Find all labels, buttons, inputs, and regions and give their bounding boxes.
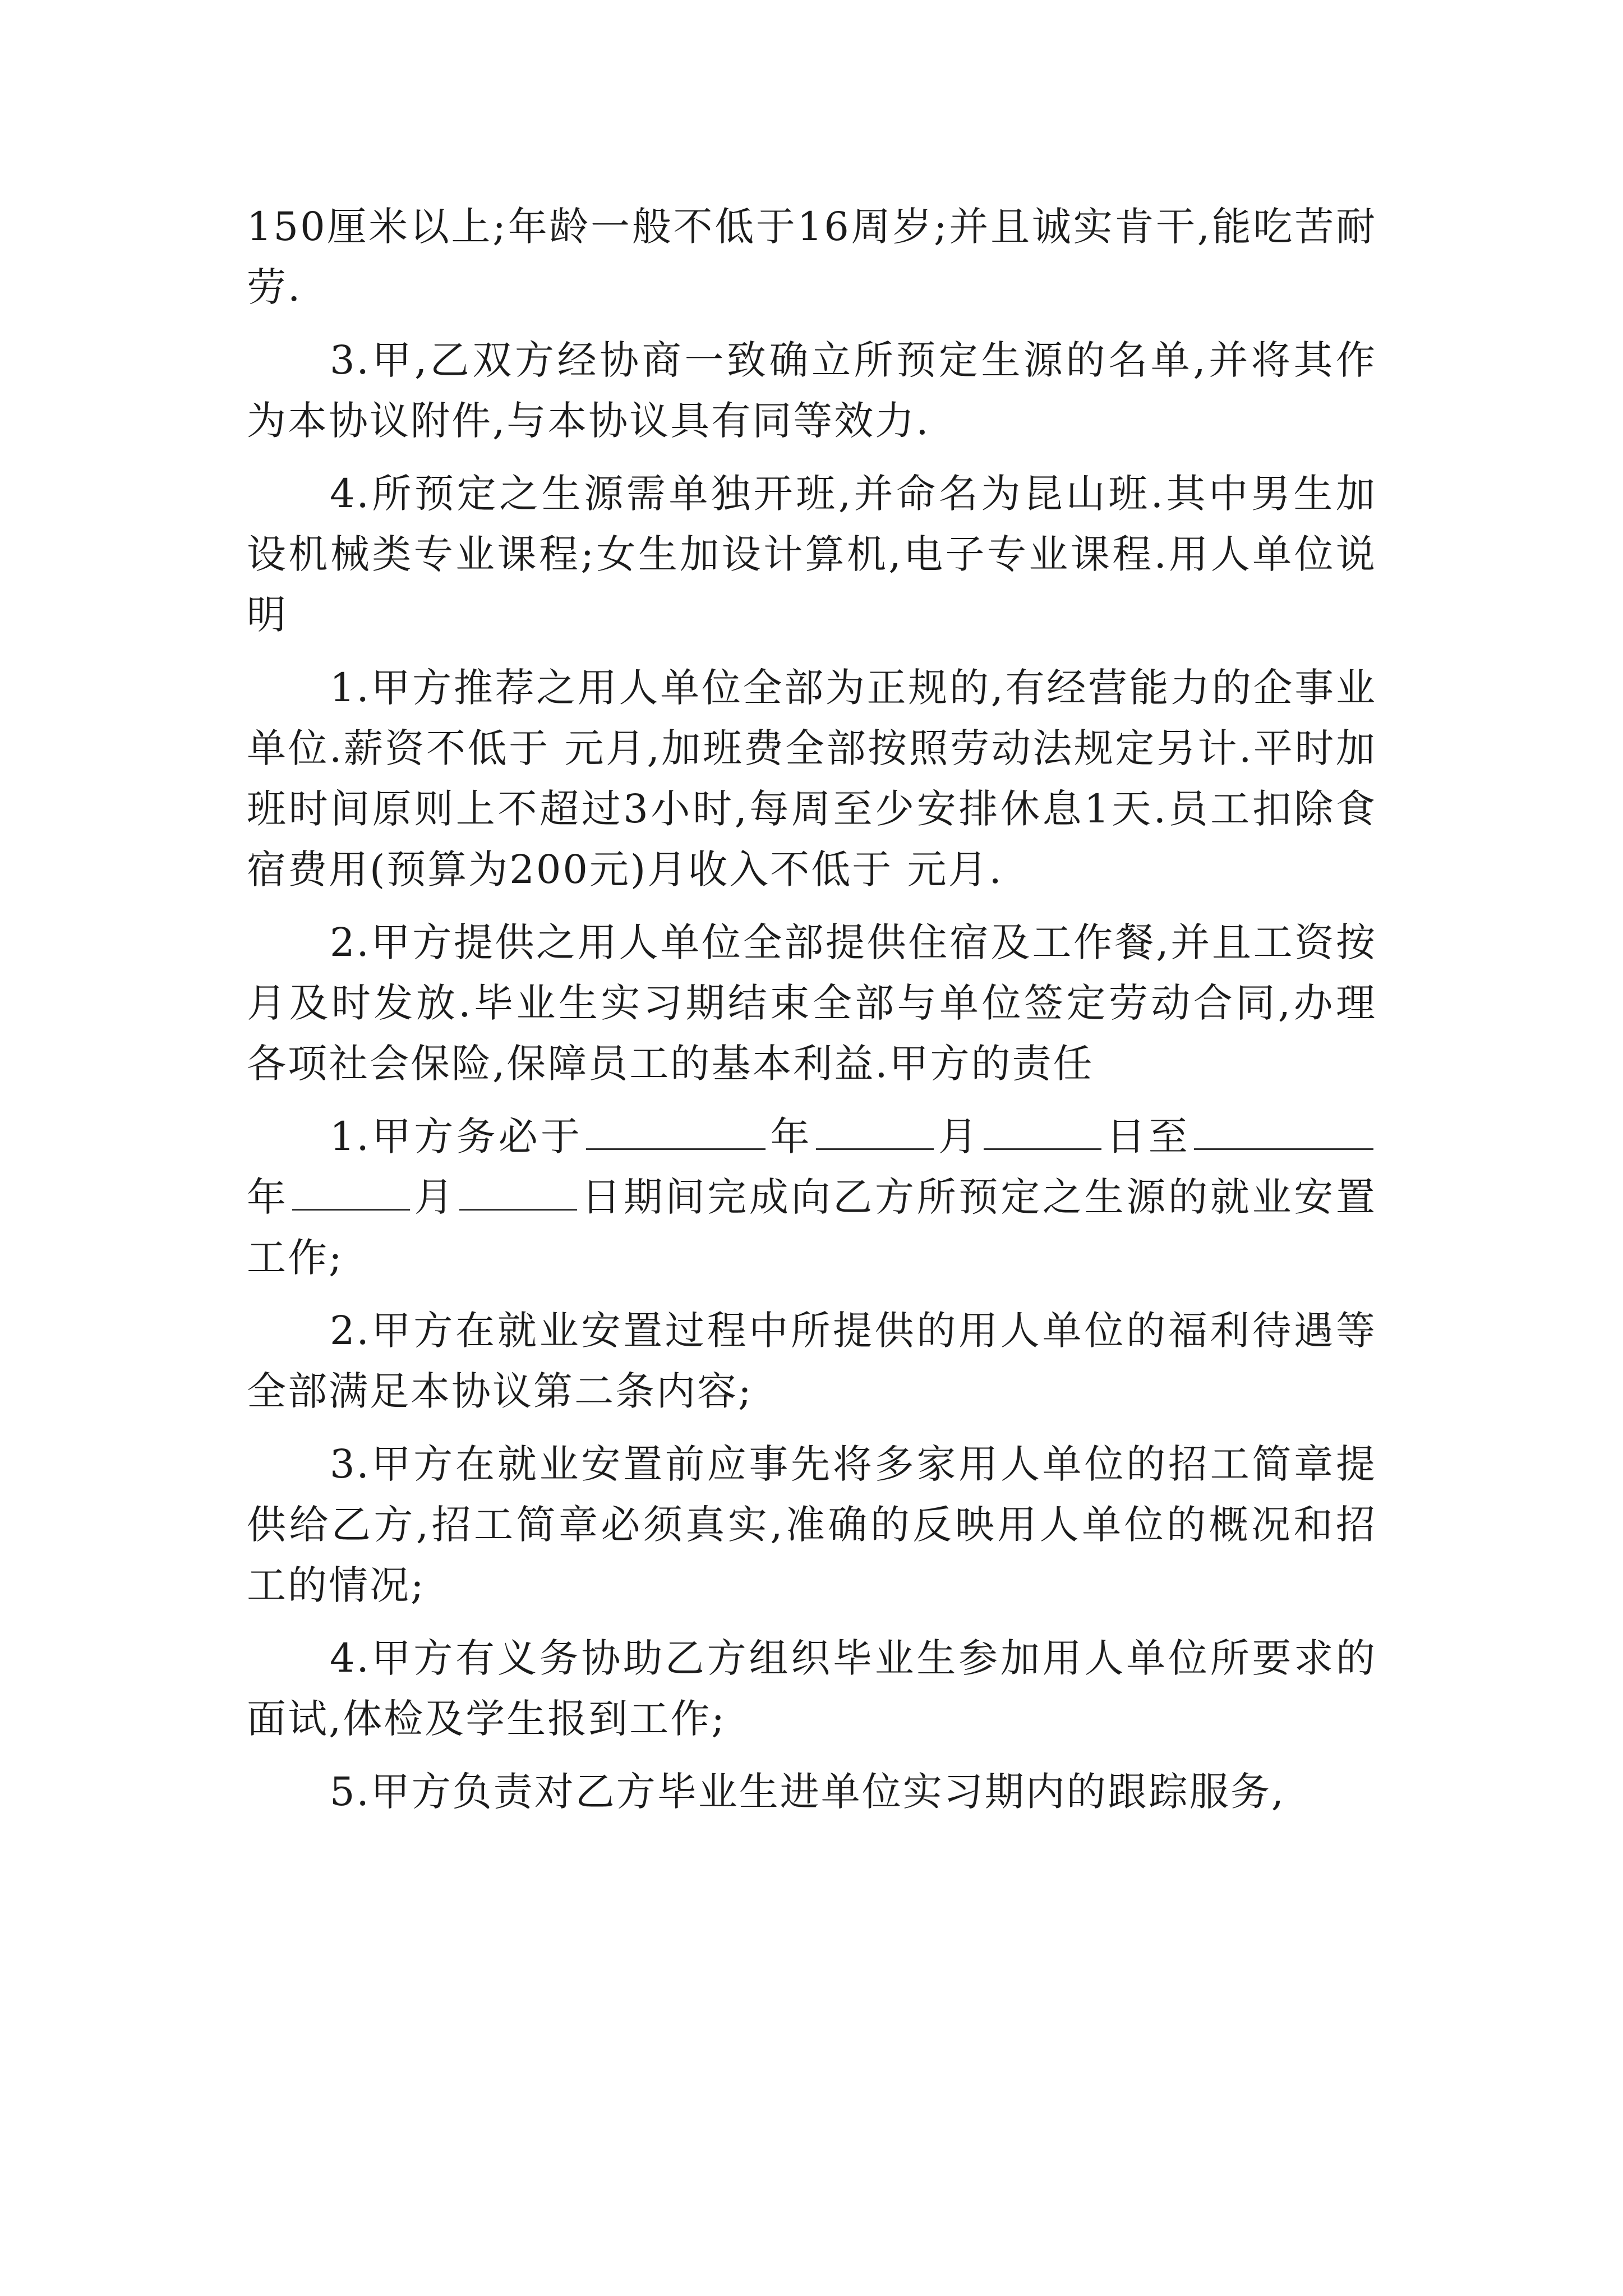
- date-clause-month2: 月: [413, 1174, 457, 1220]
- document-page: [247, 196, 1377, 1834]
- paragraph-date-clause: [247, 1106, 1377, 1288]
- day-blank-2: [459, 1174, 577, 1211]
- paragraph-duty-2: 2.甲方在就业安置过程中所提供的用人单位的福利待遇等全部满足本协议第二条内容;: [247, 1308, 1377, 1414]
- paragraph-item-3: 3.甲,乙双方经协商一致确立所预定生源的名单,并将其作为本协议附件,与本协议具有同等效力.: [247, 337, 1377, 444]
- paragraph-employer-item-2: 2.甲方提供之用人单位全部提供住宿及工作餐,并且工资按月及时发放.毕业生实习期结束全部与单位签定劳动合同,办理各项社会保险,保障员工的基本利益.甲方的责任: [247, 919, 1377, 1087]
- paragraph-employer-item-1: 1.甲方推荐之用人单位全部为正规的,有经营能力的企事业单位.薪资不低于 元月,加班费全部按照劳动法规定另计.平时加班时间原则上不超过3小时,每周至少安排休息1天.员工扣除食宿费用(预算为200元)月收入不低于 元月.: [247, 665, 1377, 892]
- paragraph-item-4: 4.所预定之生源需单独开班,并命名为昆山班.其中男生加设机械类专业课程;女生加设计算机,电子专业课程.用人单位说明: [247, 471, 1377, 638]
- date-clause-day1: 日至: [1105, 1114, 1191, 1159]
- paragraph-duty-4: 4.甲方有义务协助乙方组织毕业生参加用人单位所要求的面试,体检及学生报到工作;: [247, 1635, 1377, 1742]
- month-blank-1: [816, 1114, 934, 1150]
- paragraph-duty-3: 3.甲方在就业安置前应事先将多家用人单位的招工简章提供给乙方,招工简章必须真实,准确的反映用人单位的概况和招工的情况;: [247, 1441, 1377, 1608]
- year-blank-1: [586, 1114, 766, 1150]
- date-clause-prefix: 1.甲方务必于: [330, 1114, 583, 1159]
- year-blank-2: [1194, 1114, 1373, 1150]
- paragraph-duty-5: 5.甲方负责对乙方毕业生进单位实习期内的跟踪服务,: [330, 1769, 1286, 1815]
- date-clause-year1: 年: [769, 1114, 813, 1159]
- date-clause-month1: 月: [937, 1114, 981, 1159]
- date-clause-year2: 年: [247, 1174, 289, 1220]
- paragraph-continuation: 150厘米以上;年龄一般不低于16周岁;并且诚实肯干,能吃苦耐劳.: [247, 204, 1377, 310]
- date-clause-suffix: 日期间完成向乙方所预定之生源的就业安置工作;: [247, 1174, 1377, 1281]
- day-blank-1: [984, 1114, 1101, 1150]
- month-blank-2: [292, 1174, 410, 1211]
